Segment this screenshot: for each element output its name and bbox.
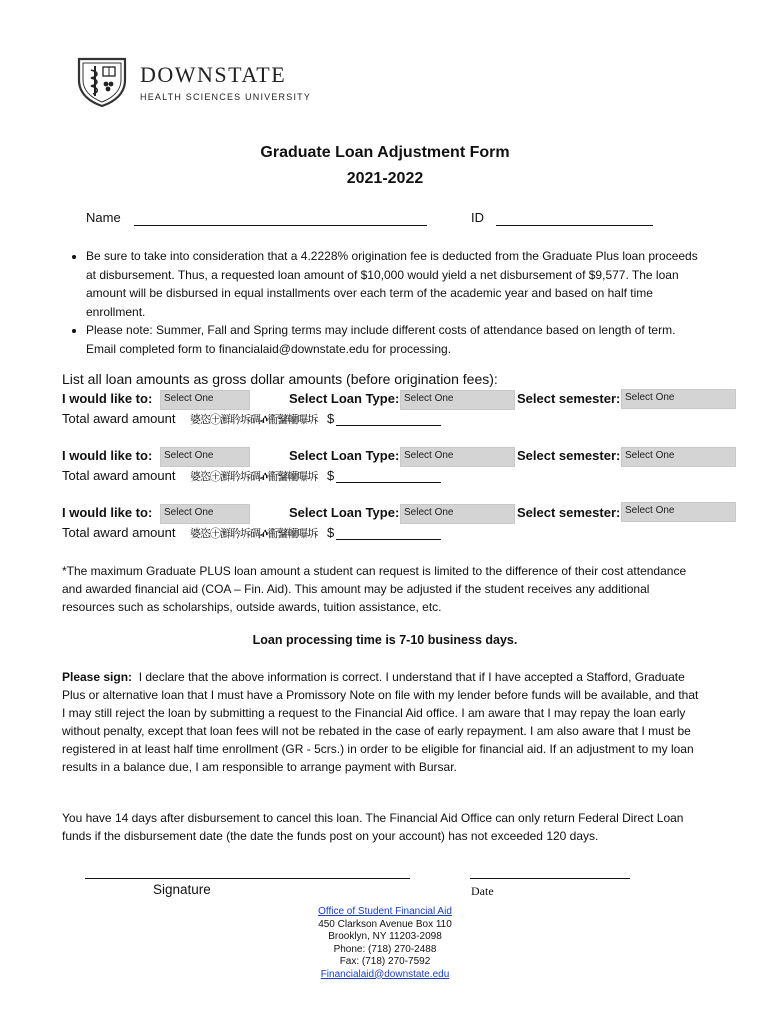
loan-type-select[interactable]: Select One <box>400 447 515 467</box>
processing-time: Loan processing time is 7-10 business days. <box>252 633 518 647</box>
logo-wordmark: DOWNSTATE <box>140 62 287 87</box>
address-line-1: 450 Clarkson Avenue Box 110 <box>318 918 452 930</box>
semester-select[interactable]: Select One <box>621 389 736 409</box>
loan-instructions: List all loan amounts as gross dollar amounts (before origination fees): <box>62 371 498 387</box>
list-item: • Be sure to take into consideration that a 4.2228% origination fee is deducted from the Graduate Plus loan proceeds at disbursement. Thus, a requested loan amount of $10,000 would yield a net disbursement of $9,577. The loan amount will be disbursed in equal installments over each term of the academic year and based on half time enrollment. <box>86 247 706 321</box>
downstate-seal-icon <box>76 56 128 108</box>
like-label: I would like to: <box>62 448 153 463</box>
footer-contact <box>0 906 770 981</box>
instructions-list <box>62 247 706 358</box>
fax-number: Fax: (718) 270-7592 <box>339 956 431 967</box>
like-select[interactable]: Select One <box>160 504 250 524</box>
address-line-2: Brooklyn, NY 11203-2098 <box>328 931 442 942</box>
email-link[interactable]: Financialaid@downstate.edu <box>320 968 450 980</box>
like-select[interactable]: Select One <box>160 390 250 410</box>
form-year: 2021-2022 <box>346 170 424 187</box>
garbled-text: 婆恣㊉㶍耹坼碉ⶃ䘙鼜轥嚗坼 <box>190 413 318 426</box>
loan-type-select[interactable]: Select One <box>400 504 515 524</box>
loan-type-select[interactable]: Select One <box>400 390 515 410</box>
like-label: I would like to: <box>62 391 153 406</box>
amount-field[interactable] <box>336 425 441 426</box>
currency-symbol: $ <box>327 411 335 426</box>
phone-number: Phone: (718) 270-2488 <box>333 943 437 955</box>
id-label: ID <box>471 210 484 225</box>
signature-field[interactable] <box>85 878 410 879</box>
loan-type-label: Select Loan Type: <box>289 391 400 406</box>
total-award-label: Total award amount <box>62 468 176 483</box>
signature-label: Signature <box>153 882 211 897</box>
name-label: Name <box>86 210 121 225</box>
logo-subtitle: HEALTH SCIENCES UNIVERSITY <box>140 92 312 102</box>
cancel-policy: You have 14 days after disbursement to cancel this loan. The Financial Aid Office can only return Federal Direct Loan funds if the disbursement date (the date the funds post on your account) has not exceeded 120 days. <box>62 811 684 843</box>
office-link[interactable]: Office of Student Financial Aid <box>318 906 452 917</box>
like-label: I would like to: <box>62 505 153 520</box>
garbled-text: 婆恣㊉㶍耹坼碉ⶃ䘙鼜轥嚗坼 <box>190 470 318 483</box>
sign-declaration <box>62 668 702 776</box>
date-label: Date <box>471 884 494 898</box>
loan-type-label: Select Loan Type: <box>289 448 400 463</box>
semester-label: Select semester: <box>517 391 621 406</box>
amount-field[interactable] <box>336 482 441 483</box>
id-field[interactable] <box>496 225 653 226</box>
semester-label: Select semester: <box>517 505 621 520</box>
total-award-label: Total award amount <box>62 525 176 540</box>
max-loan-note: *The maximum Graduate PLUS loan amount a student can request is limited to the difference of their cost attendance and awarded financial aid (COA – Fin. Aid). This amount may be adjusted if the student receives any additional resources such as scholarships, outside awards, tuition assistance, etc. <box>62 564 687 614</box>
semester-select[interactable]: Select One <box>621 447 736 467</box>
currency-symbol: $ <box>327 525 335 540</box>
name-field[interactable] <box>134 225 427 226</box>
date-field[interactable] <box>470 878 630 879</box>
list-item: • Please note: Summer, Fall and Spring terms may include different costs of attendance based on length of term. Email completed form to financialaid@downstate.edu for processing. <box>86 321 706 358</box>
semester-label: Select semester: <box>517 448 621 463</box>
garbled-text: 婆恣㊉㶍耹坼碉ⶃ䘙鼜轥嚗坼 <box>190 527 318 540</box>
form-title: Graduate Loan Adjustment Form <box>260 144 510 161</box>
like-select[interactable]: Select One <box>160 447 250 467</box>
amount-field[interactable] <box>336 539 441 540</box>
currency-symbol: $ <box>327 468 335 483</box>
sign-text: I declare that the above information is correct. I understand that if I have accepted a Stafford, Graduate Plus or alternative loan that I must have a Promissory Note on file with my lender before funds will be available, and that I may still reject the loan by submitting a request to the Financial Aid office. I am aware that I may repay the loan early without penalty, except that loan fees will not be rebated in the case of early repayment. I am also aware that I must be registered in at least half time enrollment (GR - 5crs.) in order to be eligible for financial aid. If an adjustment to my loan results in a balance due, I am responsible to arrange payment with Bursar. <box>62 670 699 774</box>
total-award-label: Total award amount <box>62 411 176 426</box>
loan-type-label: Select Loan Type: <box>289 505 400 520</box>
semester-select[interactable]: Select One <box>621 502 736 522</box>
sign-label: Please sign: <box>62 670 133 684</box>
